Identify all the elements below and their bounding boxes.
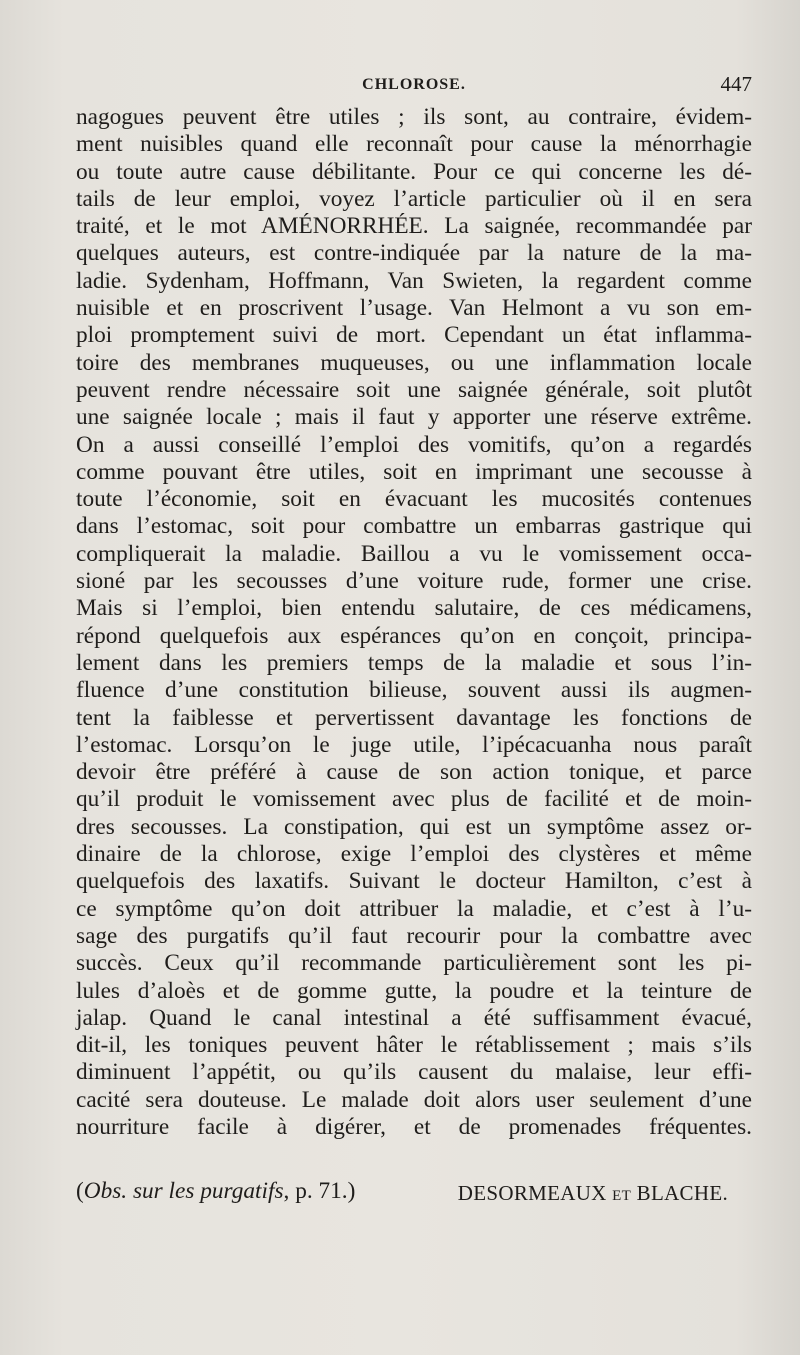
text-line: dit-il, les toniques peuvent hâter le rétablissement ; mais s’ils — [76, 1032, 752, 1059]
text-line: ment nuisibles quand elle reconnaît pour cause la ménorrhagie — [76, 131, 752, 158]
citation-open: ( — [76, 1178, 84, 1204]
text-line: lement dans les premiers temps de la maladie et sous l’in- — [76, 649, 752, 676]
text-line: Mais si l’emploi, bien entendu salutaire, de ces médicamens, — [76, 595, 752, 622]
text-line: comme pouvant être utiles, soit en imprimant une secousse à — [76, 458, 752, 485]
text-line: succès. Ceux qu’il recommande particulièrement sont les pi- — [76, 950, 752, 977]
text-line: ploi promptement suivi de mort. Cependant un état inflamma- — [76, 322, 752, 349]
authors-signature: DESORMEAUX et BLACHE. — [457, 1181, 728, 1205]
citation-page: , p. 71.) — [283, 1178, 356, 1204]
text-line: dans l’estomac, soit pour combattre un embarras gastrique qui — [76, 513, 752, 540]
text-line: nagogues peuvent être utiles ; ils sont, au contraire, évidem- — [76, 104, 752, 130]
text-line: toire des membranes muqueuses, ou une inflammation locale — [76, 349, 752, 376]
text-line: traité, et le mot AMÉNORRHÉE. La saignée, recommandée par — [76, 213, 752, 240]
text-line: On a aussi conseillé l’emploi des vomitifs, qu’on a regardés — [76, 431, 752, 458]
citation-line — [76, 1178, 752, 1208]
text-line: sioné par les secousses d’une voiture rude, former une crise. — [76, 568, 752, 595]
text-line: compliquerait la maladie. Baillou a vu le vomissement occa- — [76, 540, 752, 567]
text-line: quelques auteurs, est contre-indiquée par la nature de la ma- — [76, 240, 752, 267]
text-line: jalap. Quand le canal intestinal a été suffisamment évacué, — [76, 1004, 752, 1031]
text-line: nuisible et en proscrivent l’usage. Van Helmont a vu son em- — [76, 295, 752, 322]
running-title: CHLOROSE. — [362, 76, 466, 93]
text-line: nourriture facile à digérer, et de promenades fréquentes. — [76, 1113, 752, 1140]
text-line: cacité sera douteuse. Le malade doit alors user seulement d’une — [76, 1086, 752, 1113]
text-line: toute l’économie, soit en évacuant les mucosités contenues — [76, 486, 752, 513]
body-paragraph — [76, 104, 752, 1141]
page-number: 447 — [720, 72, 752, 96]
text-line: sage des purgatifs qu’il faut recourir pour la combattre avec — [76, 922, 752, 949]
citation-title: Obs. sur les purgatifs — [83, 1178, 284, 1204]
citation — [76, 1178, 355, 1205]
text-line: fluence d’une constitution bilieuse, souvent aussi ils augmen- — [76, 677, 752, 704]
text-line: diminuent l’appétit, ou qu’ils causent du malaise, leur effi- — [76, 1059, 752, 1086]
text-line: ce symptôme qu’on doit attribuer la maladie, et c’est à l’u- — [76, 895, 752, 922]
text-line: peuvent rendre nécessaire soit une saignée générale, soit plutôt — [76, 376, 752, 403]
text-line: l’estomac. Lorsqu’on le juge utile, l’ipécacuanha nous paraît — [76, 731, 752, 758]
text-line: qu’il produit le vomissement avec plus de facilité et de moin- — [76, 786, 752, 813]
text-line: tent la faiblesse et pervertissent davantage les fonctions de — [76, 704, 752, 731]
text-line: ou toute autre cause débilitante. Pour ce qui concerne les dé- — [76, 158, 752, 185]
text-line: quelquefois des laxatifs. Suivant le docteur Hamilton, c’est à — [76, 868, 752, 895]
text-line: répond quelquefois aux espérances qu’on en conçoit, principa- — [76, 622, 752, 649]
text-line: dres secousses. La constipation, qui est un symptôme assez or- — [76, 813, 752, 840]
text-line: lules d’aloès et de gomme gutte, la poudre et la teinture de — [76, 977, 752, 1004]
text-line: dinaire de la chlorose, exige l’emploi des clystères et même — [76, 841, 752, 868]
text-line: ladie. Sydenham, Hoffmann, Van Swieten, la regardent comme — [76, 267, 752, 294]
text-line: une saignée locale ; mais il faut y apporter une réserve extrême. — [76, 404, 752, 431]
text-line: devoir être préféré à cause de son action tonique, et parce — [76, 759, 752, 786]
text-line: tails de leur emploi, voyez l’article particulier où il en sera — [76, 185, 752, 212]
page-header — [76, 70, 752, 100]
